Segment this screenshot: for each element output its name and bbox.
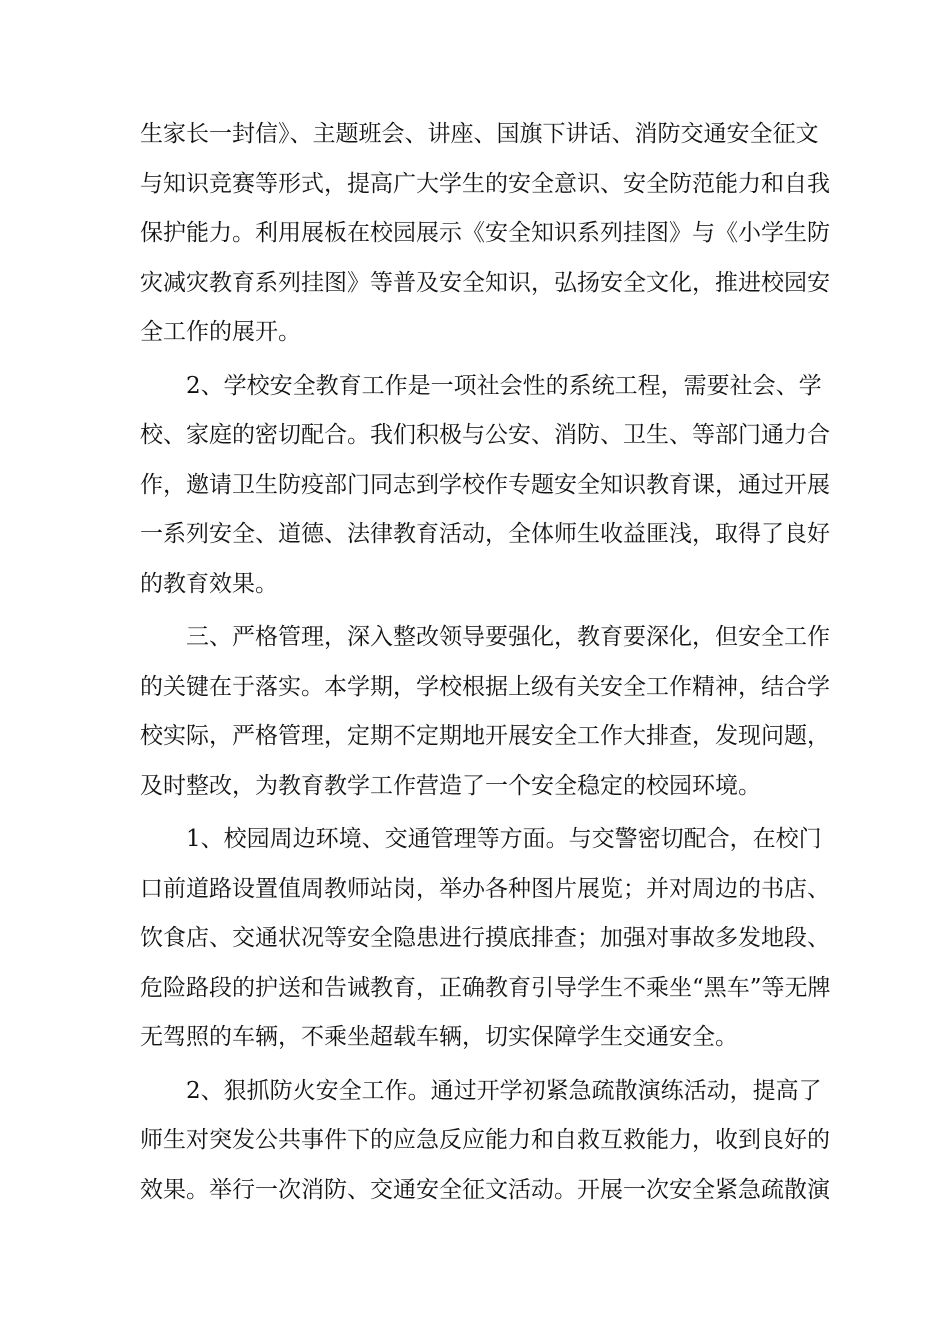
text-line: 生家长一封信》、主题班会、讲座、国旗下讲话、消防交通安全征文	[140, 121, 819, 147]
text-line: 灾减灾教育系列挂图》等普及安全知识，弘扬安全文化，推进校园安	[140, 269, 830, 296]
text-line: 饮食店、交通状况等安全隐患进行摸底排查；加强对事故多发地段、	[140, 925, 830, 951]
text-line: 2、狠抓防火安全工作。通过开学初紧急疏散演练活动，提高了	[186, 1077, 822, 1104]
document-body	[140, 110, 831, 1219]
paragraph-3	[140, 613, 830, 811]
text-line: 及时整改，为教育教学工作营造了一个安全稳定的校园环境。	[140, 772, 761, 799]
paragraph-1	[140, 110, 830, 358]
text-line: 危险路段的护送和告诫教育，正确教育引导学生不乘坐“黑车”等无牌	[140, 974, 831, 1001]
text-line: 2、学校安全教育工作是一项社会性的系统工程，需要社会、学	[186, 372, 822, 399]
text-line: 1、校园周边环境、交通管理等方面。与交警密切配合，在校门	[186, 826, 822, 852]
text-line: 保护能力。利用展板在校园展示《安全知识系列挂图》与《小学生防	[140, 220, 830, 246]
text-line: 师生对突发公共事件下的应急反应能力和自救互救能力，收到良好的	[140, 1127, 830, 1153]
text-line: 的教育效果。	[140, 570, 278, 597]
text-line: 校、家庭的密切配合。我们积极与公安、消防、卫生、等部门通力合	[140, 422, 830, 448]
text-line: 一系列安全、道德、法律教育活动，全体师生收益匪浅，取得了良好	[140, 521, 830, 547]
paragraph-5	[140, 1067, 830, 1216]
text-line: 的关键在于落实。本学期，学校根据上级有关安全工作精神，结合学	[140, 673, 830, 700]
text-line: 口前道路设置值周教师站岗，举办各种图片展览；并对周边的书店、	[140, 875, 830, 902]
text-line: 全工作的展开。	[140, 319, 301, 345]
text-line: 校实际，严格管理，定期不定期地开展安全工作大排查，发现问题，	[140, 723, 830, 749]
text-line: 与知识竞赛等形式，提高广大学生的安全意识、安全防范能力和自我	[140, 170, 830, 197]
text-line: 无驾照的车辆，不乘坐超载车辆，切实保障学生交通安全。	[140, 1024, 738, 1050]
paragraph-2	[140, 362, 830, 610]
text-line: 效果。举行一次消防、交通安全征文活动。开展一次安全紧急疏散演	[140, 1176, 830, 1203]
paragraph-4	[140, 815, 831, 1063]
text-line: 三、严格管理，深入整改领导要强化，教育要深化，但安全工作	[186, 624, 830, 650]
text-line: 作，邀请卫生防疫部门同志到学校作专题安全知识教育课，通过开展	[140, 471, 830, 498]
